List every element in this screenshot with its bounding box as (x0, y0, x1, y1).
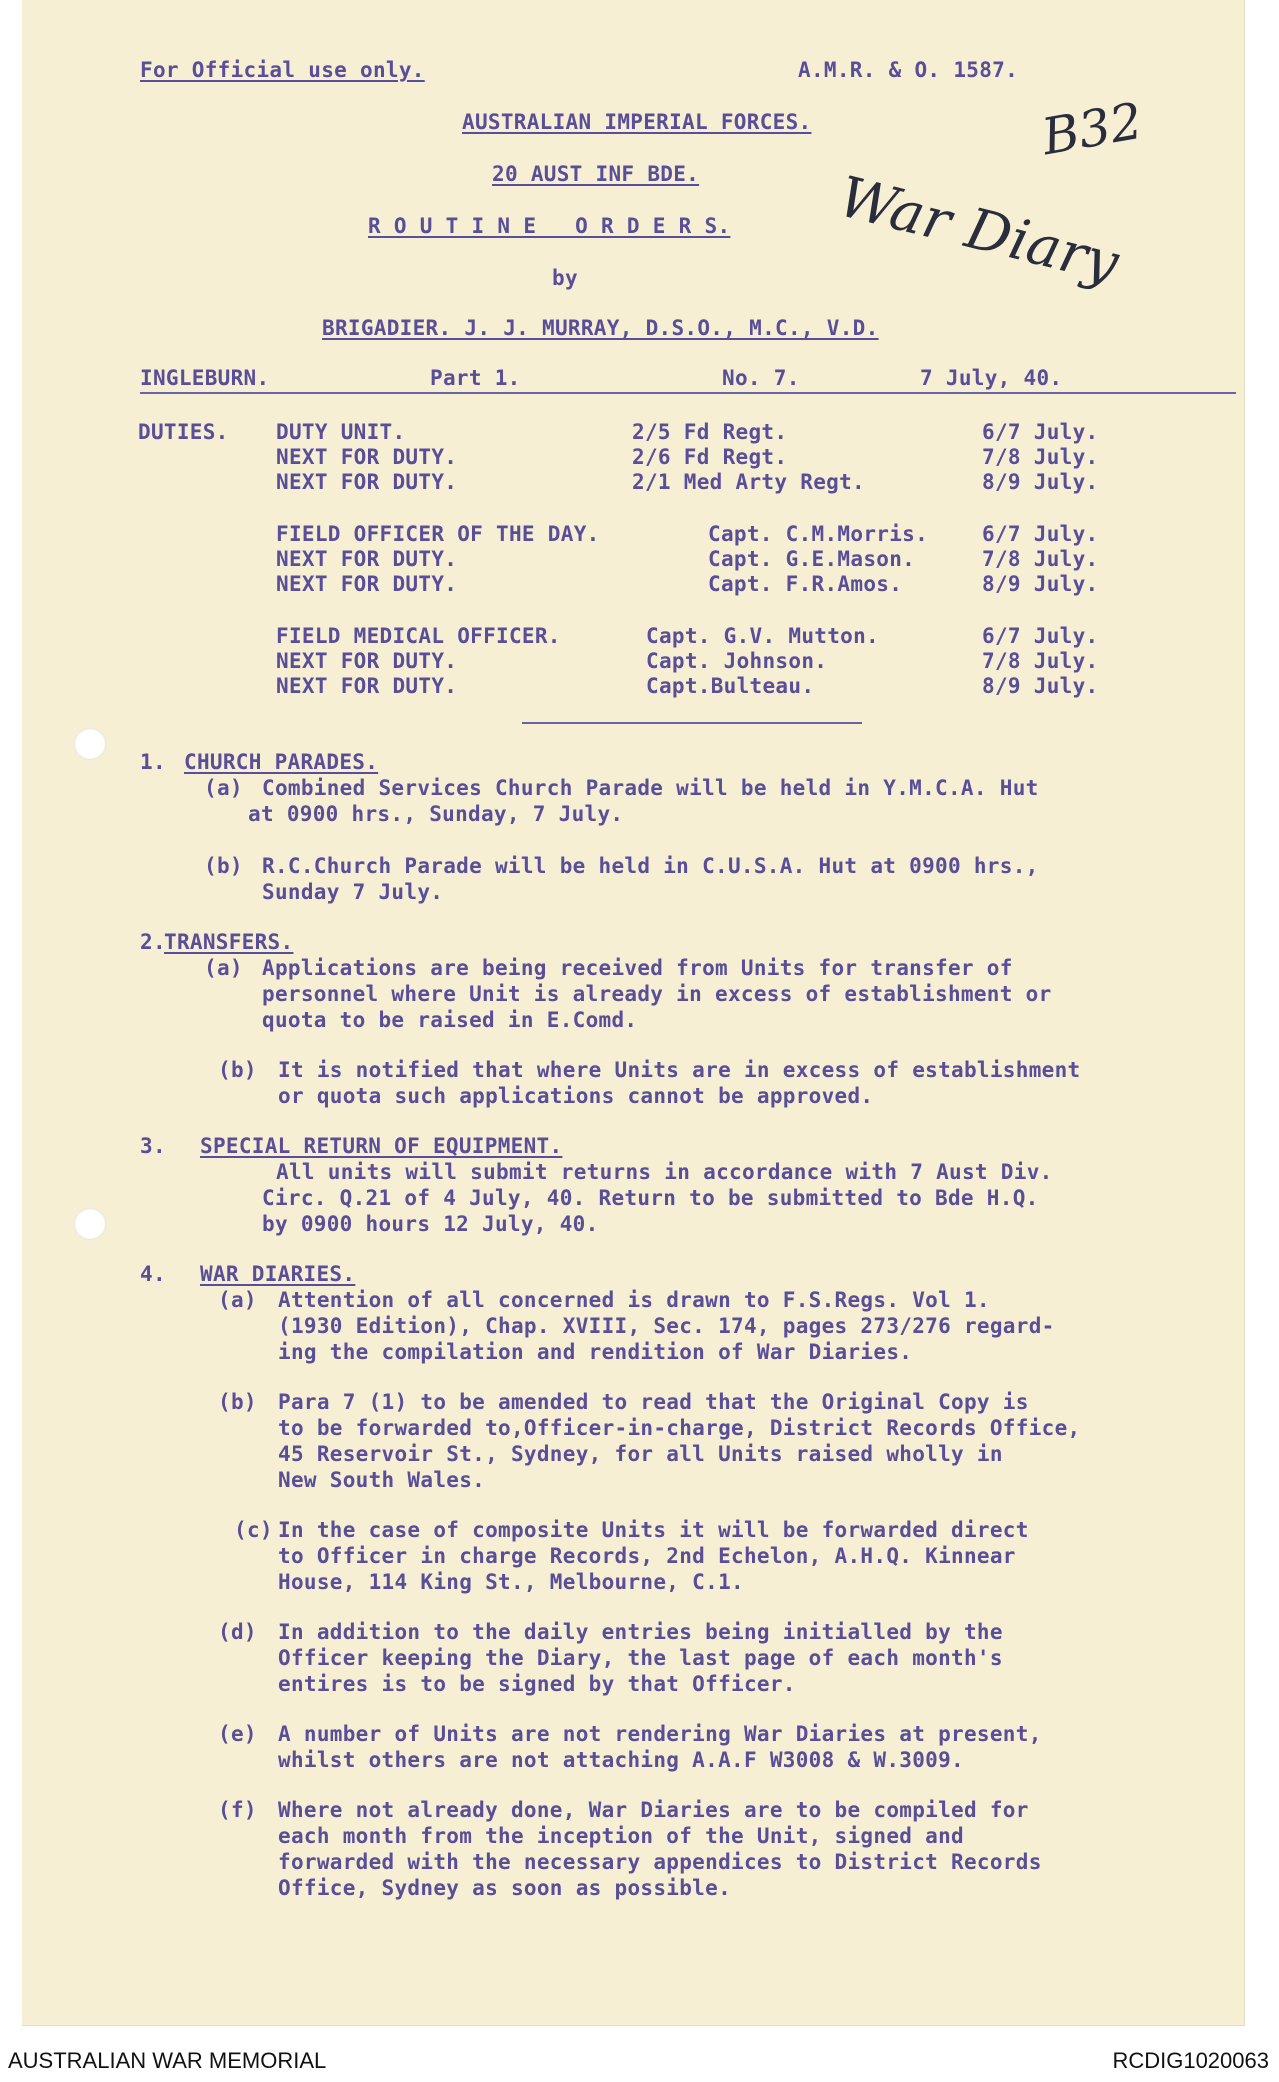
item-line: entires is to be signed by that Officer. (278, 1672, 796, 1696)
item-line: each month from the inception of the Unit, signed and (278, 1824, 964, 1848)
section-heading: SPECIAL RETURN OF EQUIPMENT. (200, 1134, 563, 1158)
item-line: It is notified that where Units are in excess of establishment (278, 1058, 1081, 1082)
duty-dates: 7/8 July. (982, 547, 1099, 571)
duty-role: NEXT FOR DUTY. (276, 547, 458, 571)
duties-label: DUTIES. (138, 420, 229, 444)
item-label: (e) (218, 1722, 257, 1746)
order-number: No. 7. (722, 366, 800, 390)
item-line: Attention of all concerned is drawn to F.S.Regs. Vol 1. (278, 1288, 990, 1312)
duty-dates: 6/7 July. (982, 624, 1099, 648)
duty-role: NEXT FOR DUTY. (276, 445, 458, 469)
item-line: to be forwarded to,Officer-in-charge, District Records Office, (278, 1416, 1081, 1440)
duty-dates: 8/9 July. (982, 674, 1099, 698)
item-line: by 0900 hours 12 July, 40. (262, 1212, 599, 1236)
duty-assignee: Capt. F.R.Amos. (708, 572, 903, 596)
duty-assignee: 2/6 Fd Regt. (632, 445, 788, 469)
order-date: 7 July, 40. (920, 366, 1063, 390)
item-label: (c) (234, 1518, 273, 1542)
war-diary-annotation: War Diary (832, 164, 1125, 297)
duty-assignee: 2/1 Med Arty Regt. (632, 470, 865, 494)
section-heading: CHURCH PARADES. (184, 750, 379, 774)
item-line: to Officer in charge Records, 2nd Echelon, A.H.Q. Kinnear (278, 1544, 1016, 1568)
item-label: (f) (218, 1798, 257, 1822)
duty-role: DUTY UNIT. (276, 420, 406, 444)
item-line: whilst others are not attaching A.A.F W3008 & W.3009. (278, 1748, 964, 1772)
section-number: 4. (140, 1262, 166, 1286)
duty-role: NEXT FOR DUTY. (276, 470, 458, 494)
item-label: (b) (218, 1058, 257, 1082)
duty-role: NEXT FOR DUTY. (276, 572, 458, 596)
duty-dates: 8/9 July. (982, 470, 1099, 494)
duty-assignee: Capt.Bulteau. (646, 674, 815, 698)
form-reference: A.M.R. & O. 1587. (798, 58, 1019, 82)
item-line: ing the compilation and rendition of War Diaries. (278, 1340, 913, 1364)
duty-role: FIELD MEDICAL OFFICER. (276, 624, 561, 648)
item-label: (a) (204, 956, 243, 980)
item-line: R.C.Church Parade will be held in C.U.S.A. Hut at 0900 hrs., (262, 854, 1039, 878)
footer-source: AUSTRALIAN WAR MEMORIAL (8, 2048, 327, 2073)
item-line: Circ. Q.21 of 4 July, 40. Return to be submitted to Bde H.Q. (262, 1186, 1039, 1210)
punch-hole-top (74, 728, 106, 760)
duty-dates: 8/9 July. (982, 572, 1099, 596)
order-place: INGLEBURN. (140, 366, 270, 390)
section-heading: WAR DIARIES. (200, 1262, 356, 1286)
item-label: (d) (218, 1620, 257, 1644)
item-line: House, 114 King St., Melbourne, C.1. (278, 1570, 744, 1594)
item-line: Office, Sydney as soon as possible. (278, 1876, 732, 1900)
duty-assignee: Capt. G.E.Mason. (708, 547, 916, 571)
duty-assignee: Capt. C.M.Morris. (708, 522, 929, 546)
item-line: All units will submit returns in accordance with 7 Aust Div. (276, 1160, 1053, 1184)
routine-orders-title: R O U T I N E O R D E R S. (368, 214, 731, 238)
item-line: Para 7 (1) to be amended to read that the Original Copy is (278, 1390, 1029, 1414)
item-line: Officer keeping the Diary, the last page of each month's (278, 1646, 1003, 1670)
duty-dates: 7/8 July. (982, 649, 1099, 673)
order-info-rule (140, 392, 1236, 394)
duty-assignee: Capt. Johnson. (646, 649, 828, 673)
item-line: personnel where Unit is already in excess of establishment or (262, 982, 1052, 1006)
order-part: Part 1. (430, 366, 521, 390)
duty-assignee: Capt. G.V. Mutton. (646, 624, 879, 648)
official-use-label: For Official use only. (140, 58, 425, 82)
item-label: (b) (218, 1390, 257, 1414)
item-line: Combined Services Church Parade will be held in Y.M.C.A. Hut (262, 776, 1039, 800)
footer-id: RCDIG1020063 (1112, 2048, 1269, 2073)
item-line: A number of Units are not rendering War Diaries at present, (278, 1722, 1042, 1746)
duty-role: NEXT FOR DUTY. (276, 649, 458, 673)
duty-dates: 6/7 July. (982, 420, 1099, 444)
item-line: Where not already done, War Diaries are to be compiled for (278, 1798, 1029, 1822)
item-line: Applications are being received from Units for transfer of (262, 956, 1013, 980)
item-label: (b) (204, 854, 243, 878)
duty-role: NEXT FOR DUTY. (276, 674, 458, 698)
item-line: quota to be raised in E.Comd. (262, 1008, 638, 1032)
page-mark-annotation: B32 (1037, 91, 1147, 167)
item-line: New South Wales. (278, 1468, 486, 1492)
section-heading: TRANSFERS. (164, 930, 294, 954)
item-line: Sunday 7 July. (262, 880, 444, 904)
duty-dates: 7/8 July. (982, 445, 1099, 469)
item-line: at 0900 hrs., Sunday, 7 July. (248, 802, 624, 826)
unit-heading: 20 AUST INF BDE. (492, 162, 700, 186)
duties-separator (522, 722, 862, 724)
item-line: (1930 Edition), Chap. XVIII, Sec. 174, pages 273/276 regard- (278, 1314, 1055, 1338)
item-line: In addition to the daily entries being initialled by the (278, 1620, 1003, 1644)
by-label: by (552, 266, 578, 290)
section-number: 1. (140, 750, 166, 774)
forces-heading: AUSTRALIAN IMPERIAL FORCES. (462, 110, 812, 134)
item-label: (a) (218, 1288, 257, 1312)
item-line: In the case of composite Units it will be forwarded direct (278, 1518, 1029, 1542)
item-line: or quota such applications cannot be approved. (278, 1084, 874, 1108)
item-line: forwarded with the necessary appendices to District Records (278, 1850, 1042, 1874)
duty-role: FIELD OFFICER OF THE DAY. (276, 522, 600, 546)
duty-dates: 6/7 July. (982, 522, 1099, 546)
commander-name: BRIGADIER. J. J. MURRAY, D.S.O., M.C., V.D. (322, 316, 879, 340)
item-line: 45 Reservoir St., Sydney, for all Units raised wholly in (278, 1442, 1003, 1466)
item-label: (a) (204, 776, 243, 800)
section-number: 3. (140, 1134, 166, 1158)
section-number: 2. (140, 930, 166, 954)
duty-assignee: 2/5 Fd Regt. (632, 420, 788, 444)
punch-hole-bottom (74, 1208, 106, 1240)
